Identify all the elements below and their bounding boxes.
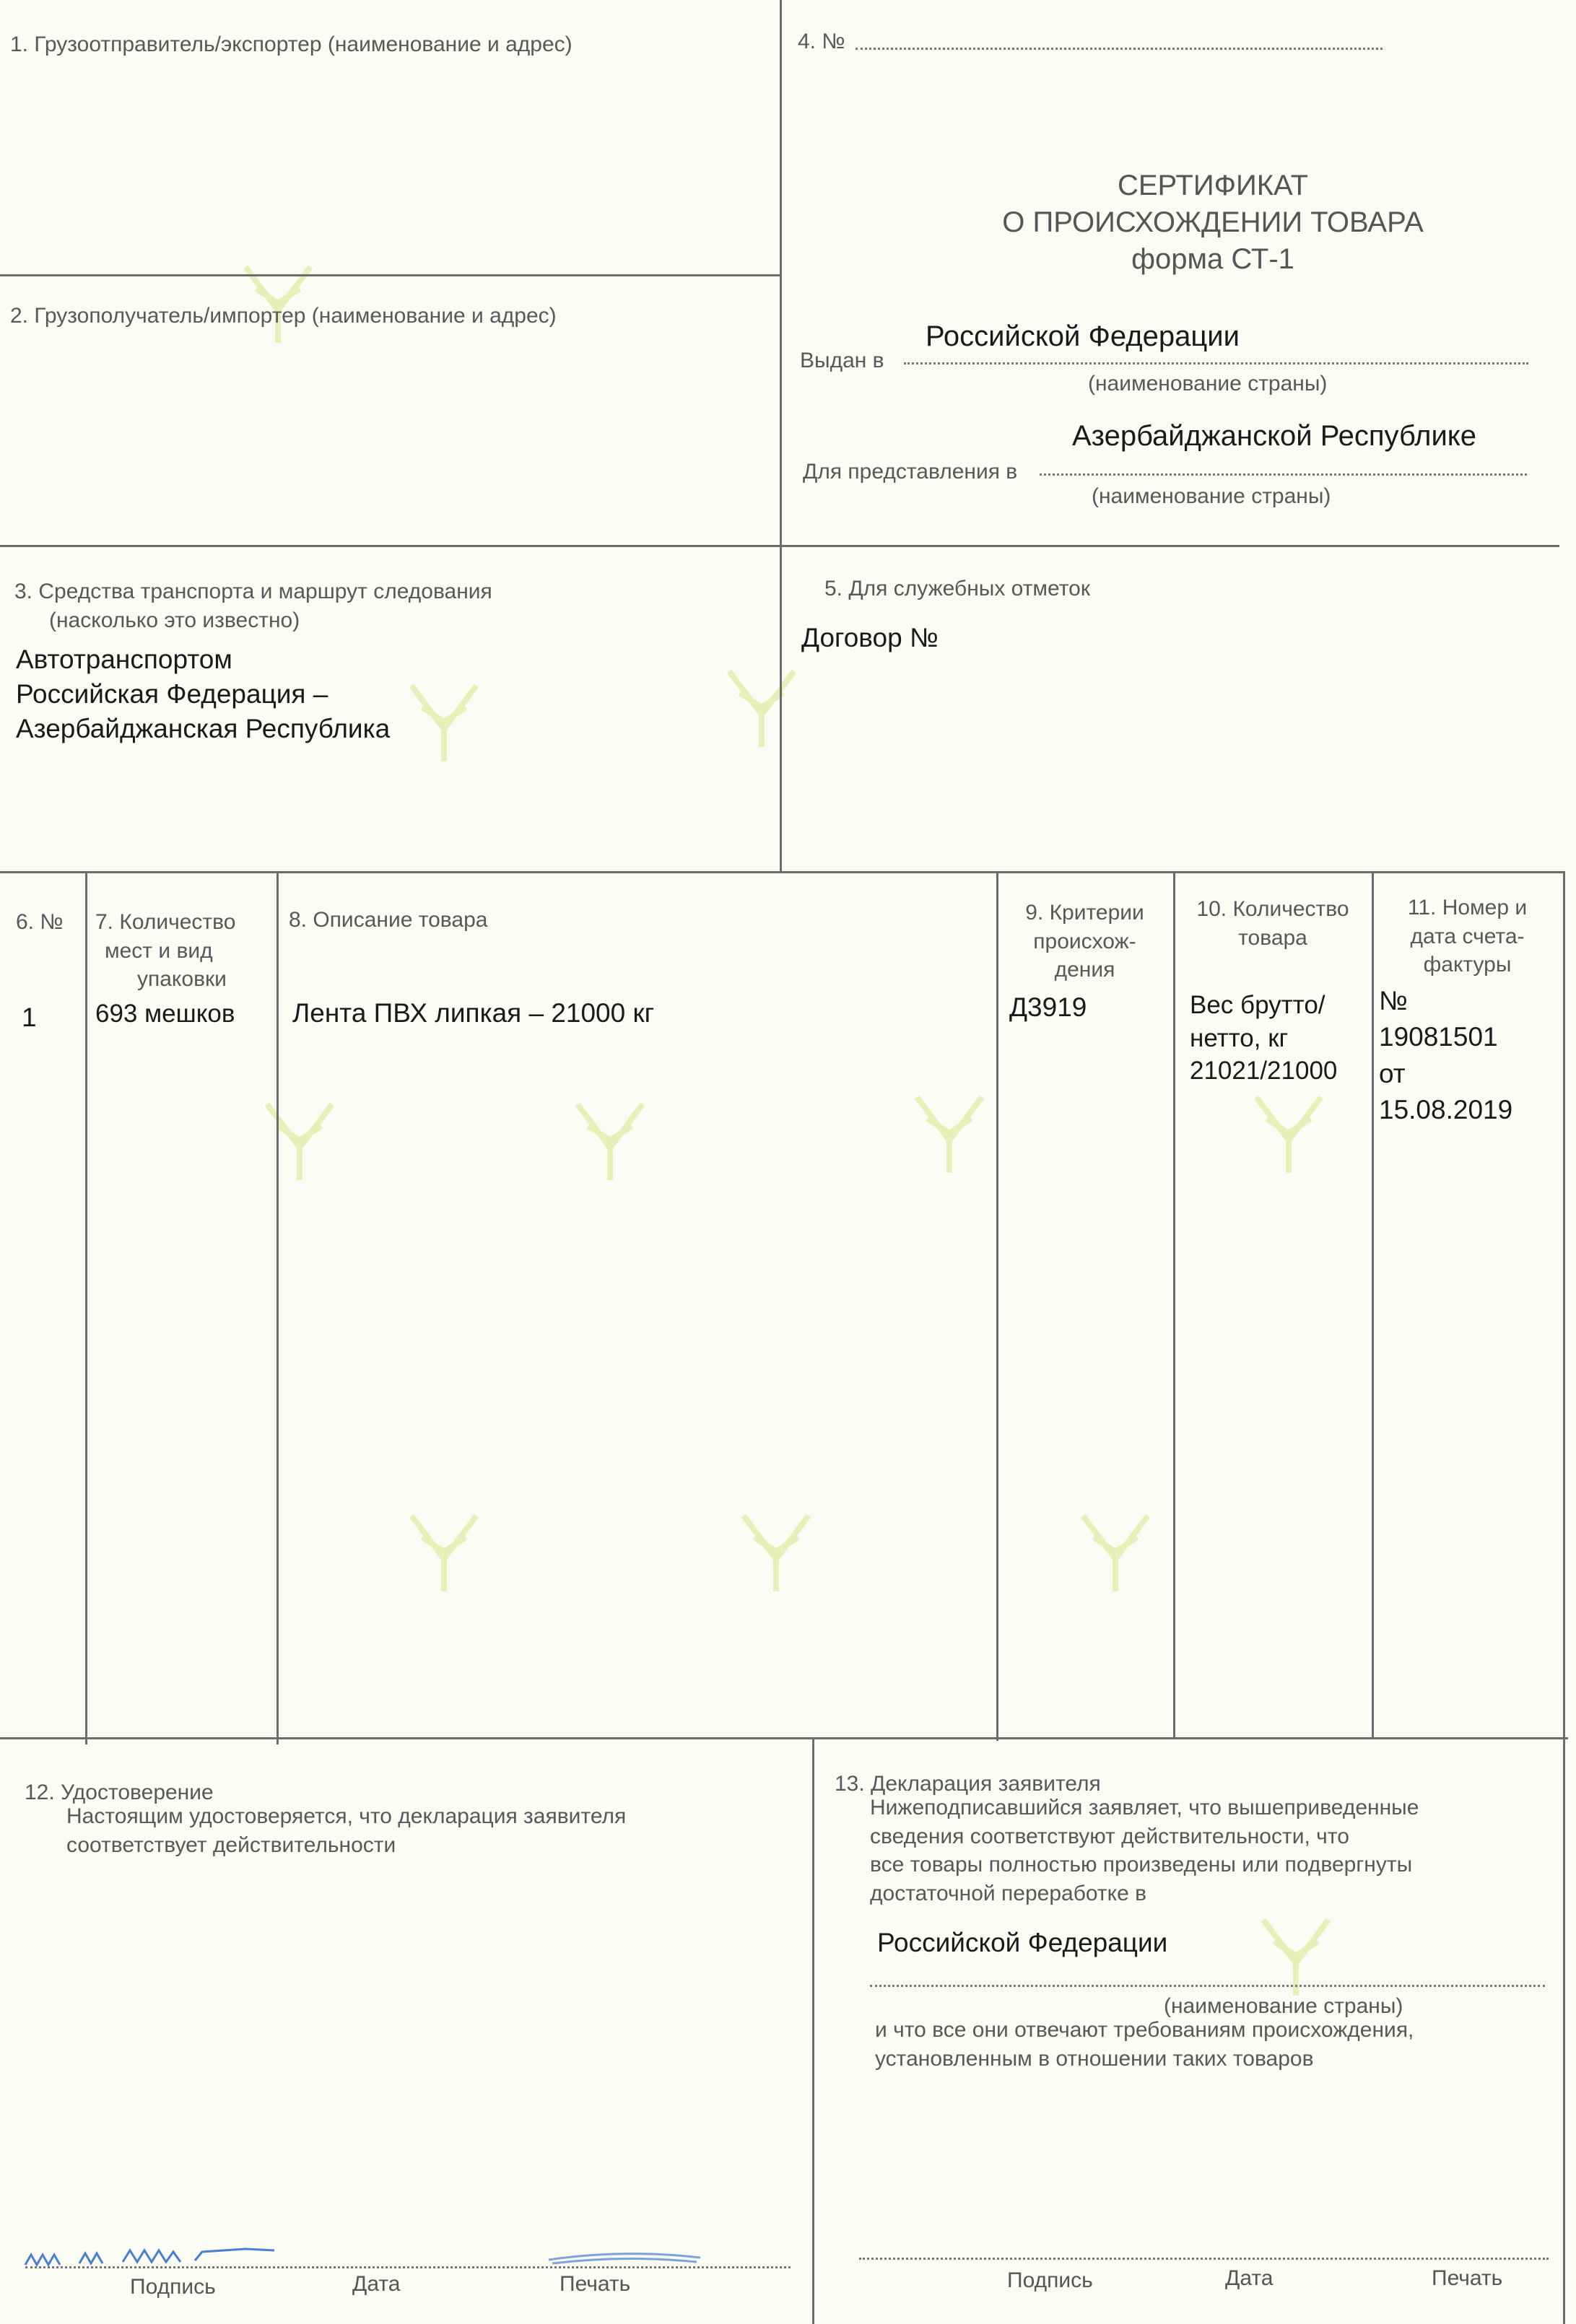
certificate-title-line-1: СЕРТИФИКАТ xyxy=(1117,170,1309,201)
box5-contract: Договор № xyxy=(801,623,939,652)
box3-route xyxy=(16,642,390,746)
certificate-title xyxy=(939,167,1487,279)
row-quantity xyxy=(1190,989,1337,1088)
box13-sig-stamp: Печать xyxy=(1432,2266,1503,2290)
row-quantity-line-2: нетто, кг xyxy=(1190,1023,1289,1052)
divider-top-vertical xyxy=(780,0,782,873)
divider-box1-box2 xyxy=(0,274,781,276)
watermark-emblem-icon xyxy=(404,678,484,765)
box12-sig-stamp: Печать xyxy=(560,2272,631,2296)
divider-row4 xyxy=(0,1737,1568,1739)
watermark-emblem-icon xyxy=(910,1090,989,1176)
divider-col8 xyxy=(996,871,998,1741)
box13-sig-signature: Подпись xyxy=(1007,2268,1093,2292)
watermark-emblem-icon xyxy=(736,1508,816,1595)
watermark-emblem-icon xyxy=(570,1097,650,1184)
presented-country-value: Азербайджанской Республике xyxy=(1072,420,1476,452)
issued-label: Выдан в xyxy=(800,349,884,372)
issued-dotted-line xyxy=(904,362,1528,364)
box13-text xyxy=(870,1794,1419,1908)
certificate-title-line-2: О ПРОИСХОЖДЕНИИ ТОВАРА xyxy=(1002,206,1424,239)
box13-label: 13. Декларация заявителя xyxy=(835,1772,1101,1796)
box1-label: 1. Грузоотправитель/экспортер (наименование и адрес) xyxy=(10,32,573,56)
box3-label-line-1: 3. Средства транспорта и маршрут следования xyxy=(14,580,492,603)
row-number: 1 xyxy=(22,1002,37,1032)
box12-label: 12. Удостоверение xyxy=(25,1781,214,1804)
col7-header xyxy=(95,908,235,994)
row-invoice-line-3: от xyxy=(1379,1058,1406,1088)
divider-row3 xyxy=(0,871,1565,873)
col7-header-line-1: 7. Количество xyxy=(95,910,236,934)
certificate-title-line-3: форма СТ-1 xyxy=(1131,243,1294,276)
box13-text-line-2: сведения соответствуют действительности, что xyxy=(870,1824,1349,1848)
col9-header xyxy=(1003,899,1166,984)
col9-header-line-2: происхож- xyxy=(1033,929,1136,953)
box3-route-line-3: Азербайджанская Республика xyxy=(16,714,391,744)
col10-header-line-1: 10. Количество xyxy=(1196,897,1349,921)
issued-hint: (наименование страны) xyxy=(1088,372,1328,396)
col11-header xyxy=(1375,894,1559,979)
presented-label: Для представления в xyxy=(803,460,1018,484)
box12-text-line-2: соответствует действительности xyxy=(66,1832,396,1857)
box13-country-value: Российской Федерации xyxy=(877,1928,1168,1957)
row-invoice-line-4: 15.08.2019 xyxy=(1379,1094,1513,1124)
watermark-emblem-icon xyxy=(404,1508,484,1595)
box12-text xyxy=(66,1802,626,1859)
row-invoice xyxy=(1379,983,1512,1128)
box3-route-line-1: Автотранспортом xyxy=(16,645,232,674)
box3-route-line-2: Российская Федерация – xyxy=(16,679,328,709)
box13-text-line-1: Нижеподписавшийся заявляет, что вышеприведенные xyxy=(870,1796,1419,1820)
row-packages: 693 мешков xyxy=(95,1000,235,1028)
row-quantity-line-3: 21021/21000 xyxy=(1190,1057,1338,1085)
box13-text2 xyxy=(875,2016,1414,2073)
col8-header: 8. Описание товара xyxy=(289,908,488,932)
issued-country-value: Российской Федерации xyxy=(926,320,1240,352)
presented-hint: (наименование страны) xyxy=(1092,484,1331,508)
watermark-emblem-icon xyxy=(260,1097,339,1184)
box4-number-dotted-line xyxy=(856,48,1383,50)
divider-row2 xyxy=(0,545,1559,547)
box13-signature-dotted-line xyxy=(859,2258,1549,2260)
col10-header xyxy=(1179,895,1367,952)
col9-header-line-3: дения xyxy=(1054,958,1115,982)
watermark-emblem-icon xyxy=(1076,1508,1155,1595)
box12-sig-signature: Подпись xyxy=(130,2275,216,2299)
col7-header-line-3: упаковки xyxy=(137,967,227,992)
watermark-emblem-icon xyxy=(722,664,801,751)
col10-header-line-2: товара xyxy=(1238,925,1307,950)
box13-text2-line-2: установленным в отношении таких товаров xyxy=(875,2046,1314,2071)
box13-country-hint: (наименование страны) xyxy=(1164,1994,1403,2018)
box3-label xyxy=(14,577,492,634)
presented-dotted-line xyxy=(1040,473,1527,476)
col9-header-line-1: 9. Критерии xyxy=(1025,901,1144,925)
box13-text-line-3: все товары полностью произведены или подвергнуты xyxy=(870,1853,1413,1877)
row-invoice-line-2: 19081501 xyxy=(1379,1022,1498,1052)
box5-label: 5. Для служебных отметок xyxy=(824,577,1090,600)
box13-country-dotted-line xyxy=(870,1985,1545,1987)
col11-header-line-3: фактуры xyxy=(1423,953,1512,977)
box4-number-label: 4. № xyxy=(798,30,845,53)
box13-sig-date: Дата xyxy=(1225,2266,1274,2290)
box12-text-line-1: Настоящим удостоверяется, что декларация заявителя xyxy=(66,1804,627,1828)
box3-label-line-2: (насколько это известно) xyxy=(49,608,300,632)
row-criteria: Д3919 xyxy=(1009,992,1087,1022)
box13-text-line-4: достаточной переработке в xyxy=(870,1881,1147,1905)
divider-bottom-vertical xyxy=(812,1737,814,2324)
watermark-emblem-icon xyxy=(1249,1090,1328,1176)
box13-text2-line-1: и что все они отвечают требованиям происхождения, xyxy=(875,2018,1414,2042)
col6-header: 6. № xyxy=(16,910,64,934)
row-invoice-line-1: № xyxy=(1379,986,1408,1015)
divider-col10 xyxy=(1372,871,1374,1737)
box12-sig-date: Дата xyxy=(352,2272,401,2296)
row-description: Лента ПВХ липкая – 21000 кг xyxy=(292,998,655,1028)
divider-col6 xyxy=(85,871,87,1744)
col7-header-line-2: мест и вид xyxy=(105,938,213,963)
col11-header-line-1: 11. Номер и xyxy=(1407,896,1528,919)
box12-signature-dotted-line xyxy=(25,2266,791,2268)
box2-label: 2. Грузополучатель/импортер (наименование и адрес) xyxy=(10,304,557,328)
col11-header-line-2: дата счета- xyxy=(1410,924,1525,948)
right-border xyxy=(1563,871,1565,2324)
divider-col7 xyxy=(277,871,279,1744)
divider-col9 xyxy=(1173,871,1175,1737)
row-quantity-line-1: Вес брутто/ xyxy=(1190,991,1325,1019)
